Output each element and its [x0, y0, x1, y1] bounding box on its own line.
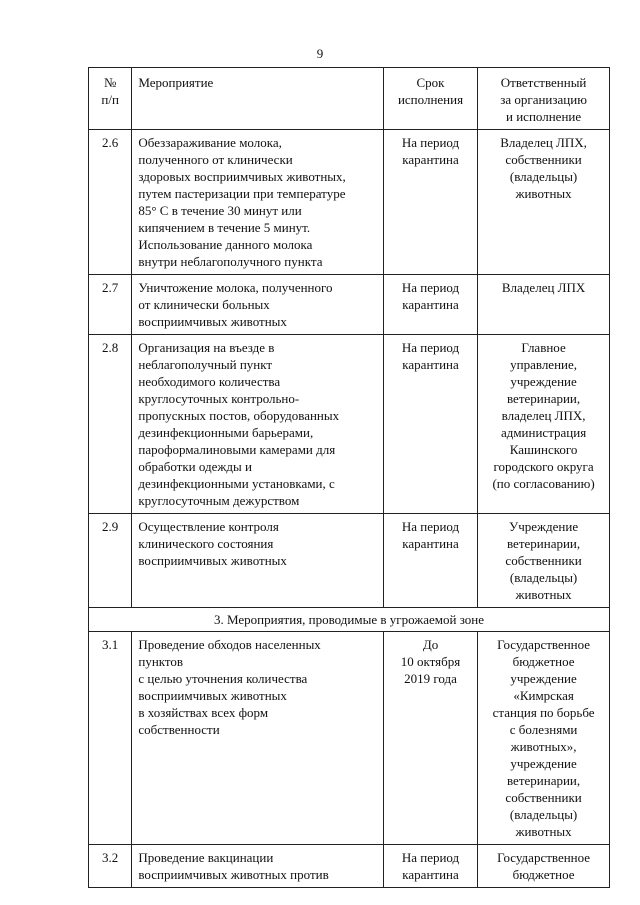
row-activity-line: в хозяйствах всех форм — [138, 705, 269, 720]
row-responsible-line: городского округа — [493, 459, 594, 474]
row-deadline-line: карантина — [402, 536, 459, 551]
row-number: 2.9 — [89, 514, 132, 608]
row-number: 3.2 — [89, 845, 132, 888]
row-responsible-line: (по согласованию) — [492, 476, 595, 491]
header-responsible — [478, 68, 610, 130]
row-responsible-line: администрация — [500, 425, 587, 440]
row-responsible-line: собственники — [505, 790, 582, 805]
row-responsible-line: (владельцы) — [509, 169, 578, 184]
row-activity-line: Использование данного молока — [138, 237, 313, 252]
row-activity-line: неблагополучный пункт — [138, 357, 273, 372]
row-responsible-line: учреждение — [510, 756, 577, 771]
row-responsible-line: (владельцы) — [509, 570, 578, 585]
row-responsible-line: собственники — [505, 152, 582, 167]
row-activity-line: дезинфекционными барьерами, — [138, 425, 314, 440]
header-number-line: № — [103, 75, 117, 90]
row-deadline — [383, 275, 477, 335]
row-number: 2.8 — [89, 335, 132, 514]
table-header-row — [89, 68, 610, 130]
row-responsible-line: Государственное — [497, 637, 591, 652]
row-activity-line: полученного от клинически — [138, 152, 293, 167]
row-responsible-line: животных», — [510, 739, 577, 754]
row-responsible — [478, 275, 610, 335]
row-responsible-line: станция по борьбе — [492, 705, 595, 720]
row-activity-line: обработки одежды и — [138, 459, 252, 474]
header-number — [89, 68, 132, 130]
row-activity-line: круглосуточных контрольно- — [138, 391, 300, 406]
row-activity-line: Проведение вакцинации — [138, 850, 274, 865]
row-responsible-line: Учреждение — [509, 519, 579, 534]
table-row — [89, 335, 610, 514]
row-activity — [132, 130, 384, 275]
row-responsible-line: животных — [515, 824, 572, 839]
row-responsible-line: «Кимрская — [513, 688, 574, 703]
row-activity-line: внутри неблагополучного пункта — [138, 254, 323, 269]
header-responsible-line: за организацию — [500, 92, 587, 107]
row-responsible-line: владелец ЛПХ, — [501, 408, 586, 423]
row-deadline-line: карантина — [402, 357, 459, 372]
row-responsible-line: Владелец ЛПХ — [501, 280, 586, 295]
header-number-line: п/п — [101, 92, 119, 107]
row-activity-line: с целью уточнения количества — [138, 671, 308, 686]
row-responsible-line: с болезнями — [509, 722, 578, 737]
row-deadline-line: карантина — [402, 297, 459, 312]
row-responsible-line: бюджетное — [512, 867, 575, 882]
row-activity-line: восприимчивых животных — [138, 553, 287, 568]
row-responsible-line: Государственное — [497, 850, 591, 865]
row-activity-line: дезинфекционными установками, с — [138, 476, 335, 491]
row-activity — [132, 275, 384, 335]
section-title: 3. Мероприятия, проводимые в угрожаемой зоне — [89, 608, 610, 632]
row-responsible-line: Владелец ЛПХ, — [500, 135, 587, 150]
row-deadline-line: На период — [401, 340, 460, 355]
row-deadline-line: На период — [401, 850, 460, 865]
table-body-before — [89, 130, 610, 608]
row-activity-line: круглосуточным дежурством — [138, 493, 300, 508]
row-activity — [132, 845, 384, 888]
row-deadline-line: карантина — [402, 867, 459, 882]
header-activity: Мероприятие — [132, 68, 384, 130]
row-activity-line: пропускных постов, оборудованных — [138, 408, 340, 423]
row-responsible-line: ветеринарии, — [507, 536, 581, 551]
header-deadline-line: исполнения — [397, 92, 464, 107]
table-row — [89, 514, 610, 608]
row-responsible — [478, 335, 610, 514]
row-responsible-line: собственники — [505, 553, 582, 568]
row-activity-line: восприимчивых животных — [138, 688, 287, 703]
page-number: 9 — [316, 46, 324, 61]
table-row — [89, 845, 610, 888]
row-deadline-line: 2019 года — [404, 671, 457, 686]
row-activity-line: восприимчивых животных против — [138, 867, 329, 882]
row-activity-line: Осуществление контроля — [138, 519, 279, 534]
row-activity-line: необходимого количества — [138, 374, 281, 389]
row-activity — [132, 632, 384, 845]
row-activity-line: здоровых восприимчивых животных, — [138, 169, 346, 184]
row-deadline-line: На период — [401, 519, 460, 534]
row-activity-line: Проведение обходов населенных — [138, 637, 321, 652]
row-responsible-line: бюджетное — [512, 654, 575, 669]
row-responsible-line: Кашинского — [509, 442, 578, 457]
row-activity-line: Уничтожение молока, полученного — [138, 280, 333, 295]
row-deadline — [383, 632, 477, 845]
row-responsible — [478, 845, 610, 888]
row-activity-line: восприимчивых животных — [138, 314, 287, 329]
row-activity-line: Обеззараживание молока, — [138, 135, 282, 150]
row-deadline — [383, 130, 477, 275]
measures-table — [88, 67, 610, 888]
row-activity-line: 85° С в течение 30 минут или — [138, 203, 302, 218]
table-row — [89, 130, 610, 275]
row-responsible-line: животных — [515, 587, 572, 602]
row-deadline — [383, 335, 477, 514]
table-body-after — [89, 632, 610, 888]
row-activity-line: пароформалиновыми камерами для — [138, 442, 336, 457]
table-row — [89, 632, 610, 845]
row-activity-line: Организация на въезде в — [138, 340, 275, 355]
header-responsible-line: Ответственный — [500, 75, 587, 90]
row-activity-line: собственности — [138, 722, 220, 737]
row-deadline — [383, 845, 477, 888]
row-number: 3.1 — [89, 632, 132, 845]
row-responsible-line: ветеринарии, — [507, 391, 581, 406]
row-responsible-line: животных — [515, 186, 572, 201]
header-responsible-line: и исполнение — [506, 109, 582, 124]
row-responsible-line: учреждение — [510, 374, 577, 389]
row-responsible-line: Главное — [521, 340, 566, 355]
row-deadline-line: На период — [401, 280, 460, 295]
row-responsible-line: учреждение — [510, 671, 577, 686]
row-activity — [132, 335, 384, 514]
row-deadline-line: До — [422, 637, 439, 652]
table-row — [89, 275, 610, 335]
row-activity — [132, 514, 384, 608]
row-activity-line: кипячением в течение 5 минут. — [138, 220, 311, 235]
row-number: 2.6 — [89, 130, 132, 275]
row-deadline-line: На период — [401, 135, 460, 150]
row-responsible — [478, 632, 610, 845]
row-responsible-line: ветеринарии, — [507, 773, 581, 788]
row-activity-line: пунктов — [138, 654, 184, 669]
row-responsible — [478, 130, 610, 275]
header-deadline — [383, 68, 477, 130]
row-responsible-line: управление, — [510, 357, 578, 372]
row-deadline-line: 10 октября — [400, 654, 461, 669]
row-deadline — [383, 514, 477, 608]
row-deadline-line: карантина — [402, 152, 459, 167]
row-number: 2.7 — [89, 275, 132, 335]
section-row — [89, 608, 610, 632]
row-activity-line: путем пастеризации при температуре — [138, 186, 346, 201]
header-deadline-line: Срок — [416, 75, 445, 90]
row-activity-line: от клинически больных — [138, 297, 270, 312]
row-responsible-line: (владельцы) — [509, 807, 578, 822]
section-group — [89, 608, 610, 632]
row-responsible — [478, 514, 610, 608]
row-activity-line: клинического состояния — [138, 536, 274, 551]
